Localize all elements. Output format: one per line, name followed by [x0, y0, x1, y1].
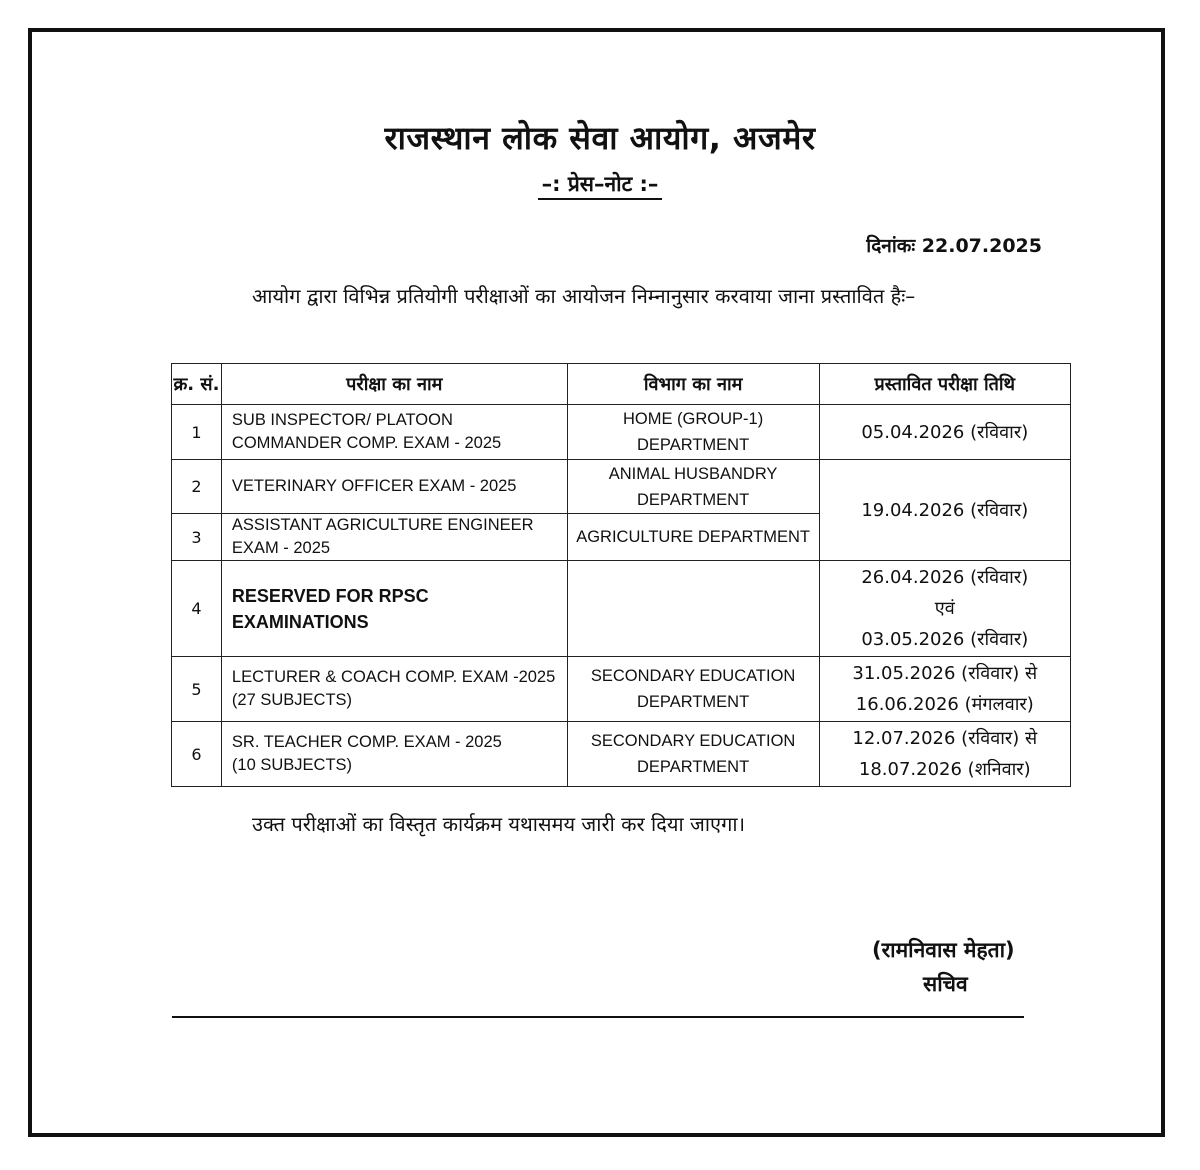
- table-row: [172, 460, 1071, 514]
- header-exam-name: परीक्षा का नाम: [221, 364, 567, 405]
- table-row: [172, 722, 1071, 787]
- row-number: 6: [172, 722, 222, 787]
- date-line: 16.06.2026 (मंगलवार): [855, 694, 1034, 715]
- issue-date: दिनांकः 22.07.2025: [866, 235, 1042, 257]
- table-row: [172, 405, 1071, 460]
- department-name: AGRICULTURE DEPARTMENT: [567, 514, 819, 561]
- exam-date: [819, 561, 1070, 657]
- signatory-name: (रामनिवास मेहता): [872, 938, 1015, 962]
- department-name: [567, 561, 819, 657]
- header-serial: क्र. सं.: [172, 364, 222, 405]
- table-row: [172, 561, 1071, 657]
- row-number: 1: [172, 405, 222, 460]
- press-note-heading: –: प्रेस–नोट :–: [0, 170, 1200, 198]
- exam-subjects: (10 SUBJECTS): [231, 756, 353, 774]
- exam-date: [819, 657, 1070, 722]
- exam-schedule-table: [171, 363, 1071, 787]
- date-line: 03.05.2026 (रविवार): [861, 629, 1029, 650]
- date-line: 31.05.2026 (रविवार) से: [852, 663, 1038, 684]
- department-name: ANIMAL HUSBANDRY DEPARTMENT: [567, 460, 819, 514]
- exam-title: LECTURER & COACH COMP. EXAM -2025: [231, 668, 556, 686]
- date-line: 26.04.2026 (रविवार): [861, 567, 1029, 588]
- date-line: 12.07.2026 (रविवार) से: [852, 728, 1038, 749]
- exam-name: RESERVED FOR RPSC EXAMINATIONS: [221, 561, 567, 657]
- table-row: [172, 657, 1071, 722]
- row-number: 2: [172, 460, 222, 514]
- row-number: 3: [172, 514, 222, 561]
- exam-date: [819, 722, 1070, 787]
- department-name: HOME (GROUP-1) DEPARTMENT: [567, 405, 819, 460]
- table-header-row: [172, 364, 1071, 405]
- header-department: विभाग का नाम: [567, 364, 819, 405]
- header-proposed-date: प्रस्तावित परीक्षा तिथि: [819, 364, 1070, 405]
- exam-name: ASSISTANT AGRICULTURE ENGINEER EXAM - 2025: [221, 514, 567, 561]
- date-conjunction: एवं: [934, 598, 955, 619]
- exam-subjects: (27 SUBJECTS): [231, 691, 353, 709]
- department-name: SECONDARY EDUCATION DEPARTMENT: [567, 657, 819, 722]
- exam-name: VETERINARY OFFICER EXAM - 2025: [221, 460, 567, 514]
- row-number: 5: [172, 657, 222, 722]
- exam-date: 19.04.2026 (रविवार): [819, 460, 1070, 561]
- exam-name: SUB INSPECTOR/ PLATOON COMMANDER COMP. EXAM - 2025: [221, 405, 567, 460]
- row-number: 4: [172, 561, 222, 657]
- signatory-designation: सचिव: [923, 972, 968, 996]
- page-title: राजस्थान लोक सेवा आयोग, अजमेर: [384, 119, 816, 157]
- intro-paragraph: आयोग द्वारा विभिन्न प्रतियोगी परीक्षाओं का आयोजन निम्नानुसार करवाया जाना प्रस्तावित हैः–: [252, 284, 916, 308]
- exam-name: [221, 657, 567, 722]
- department-name: SECONDARY EDUCATION DEPARTMENT: [567, 722, 819, 787]
- date-line: 18.07.2026 (शनिवार): [858, 759, 1031, 780]
- exam-name: [221, 722, 567, 787]
- exam-date: 05.04.2026 (रविवार): [819, 405, 1070, 460]
- bottom-divider: [172, 1016, 1024, 1018]
- exam-title: SR. TEACHER COMP. EXAM - 2025: [231, 733, 502, 751]
- closing-note: उक्त परीक्षाओं का विस्तृत कार्यक्रम यथासमय जारी कर दिया जाएगा।: [252, 812, 746, 836]
